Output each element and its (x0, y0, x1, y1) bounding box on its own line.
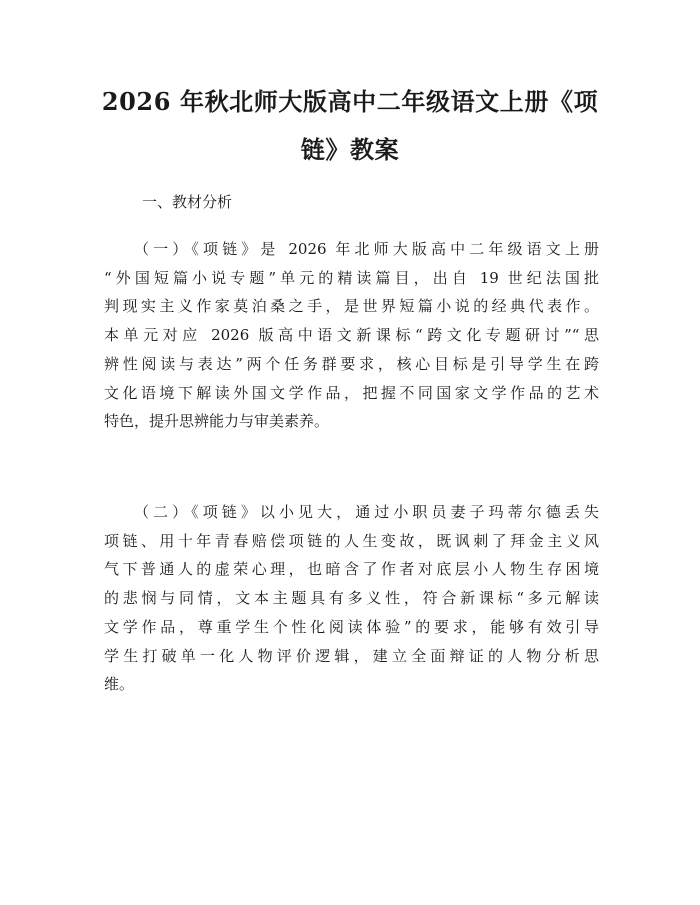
title-line: 2026 年秋北师大版高中二年级语文上册《项 (101, 87, 599, 116)
paragraph-line: 本单元对应 2026 版高中语文新课标“跨文化专题研讨”“思 (104, 326, 599, 345)
document-title (96, 78, 604, 174)
paragraph-textbook-analysis-1 (104, 235, 599, 436)
paragraph-line: （一）《项链》是 2026 年北师大版高中二年级语文上册 (134, 240, 599, 258)
paragraph-line: “外国短篇小说专题”单元的精读篇目，出自 19 世纪法国批 (104, 268, 599, 287)
paragraph-line: 辨性阅读与表达”两个任务群要求，核心目标是引导学生在跨 (104, 354, 599, 373)
section-heading: 一、教材分析 (142, 193, 233, 211)
paragraph-line: 的悲悯与同情，文本主题具有多义性，符合新课标“多元解读 (104, 589, 599, 608)
paragraph-line: 学生打破单一化人物评价逻辑，建立全面辩证的人物分析思 (104, 646, 599, 665)
paragraph-line: 文学作品，尊重学生个性化阅读体验”的要求，能够有效引导 (104, 617, 599, 636)
paragraph-line: 维。 (104, 675, 135, 694)
title-line: 链》教案 (300, 135, 400, 164)
paragraph-textbook-analysis-2 (104, 498, 599, 699)
paragraph-line: 气下普通人的虚荣心理，也暗含了作者对底层小人物生存困境 (104, 560, 599, 579)
paragraph-line: 项链、用十年青春赔偿项链的人生变故，既讽刺了拜金主义风 (104, 531, 599, 550)
paragraph-line: 文化语境下解读外国文学作品，把握不同国家文学作品的艺术 (104, 383, 599, 402)
paragraph-line: 特色，提升思辨能力与审美素养。 (104, 412, 330, 431)
paragraph-line: 判现实主义作家莫泊桑之手，是世界短篇小说的经典代表作。 (104, 297, 599, 316)
paragraph-line: （二）《项链》以小见大，通过小职员妻子玛蒂尔德丢失 (134, 503, 599, 521)
